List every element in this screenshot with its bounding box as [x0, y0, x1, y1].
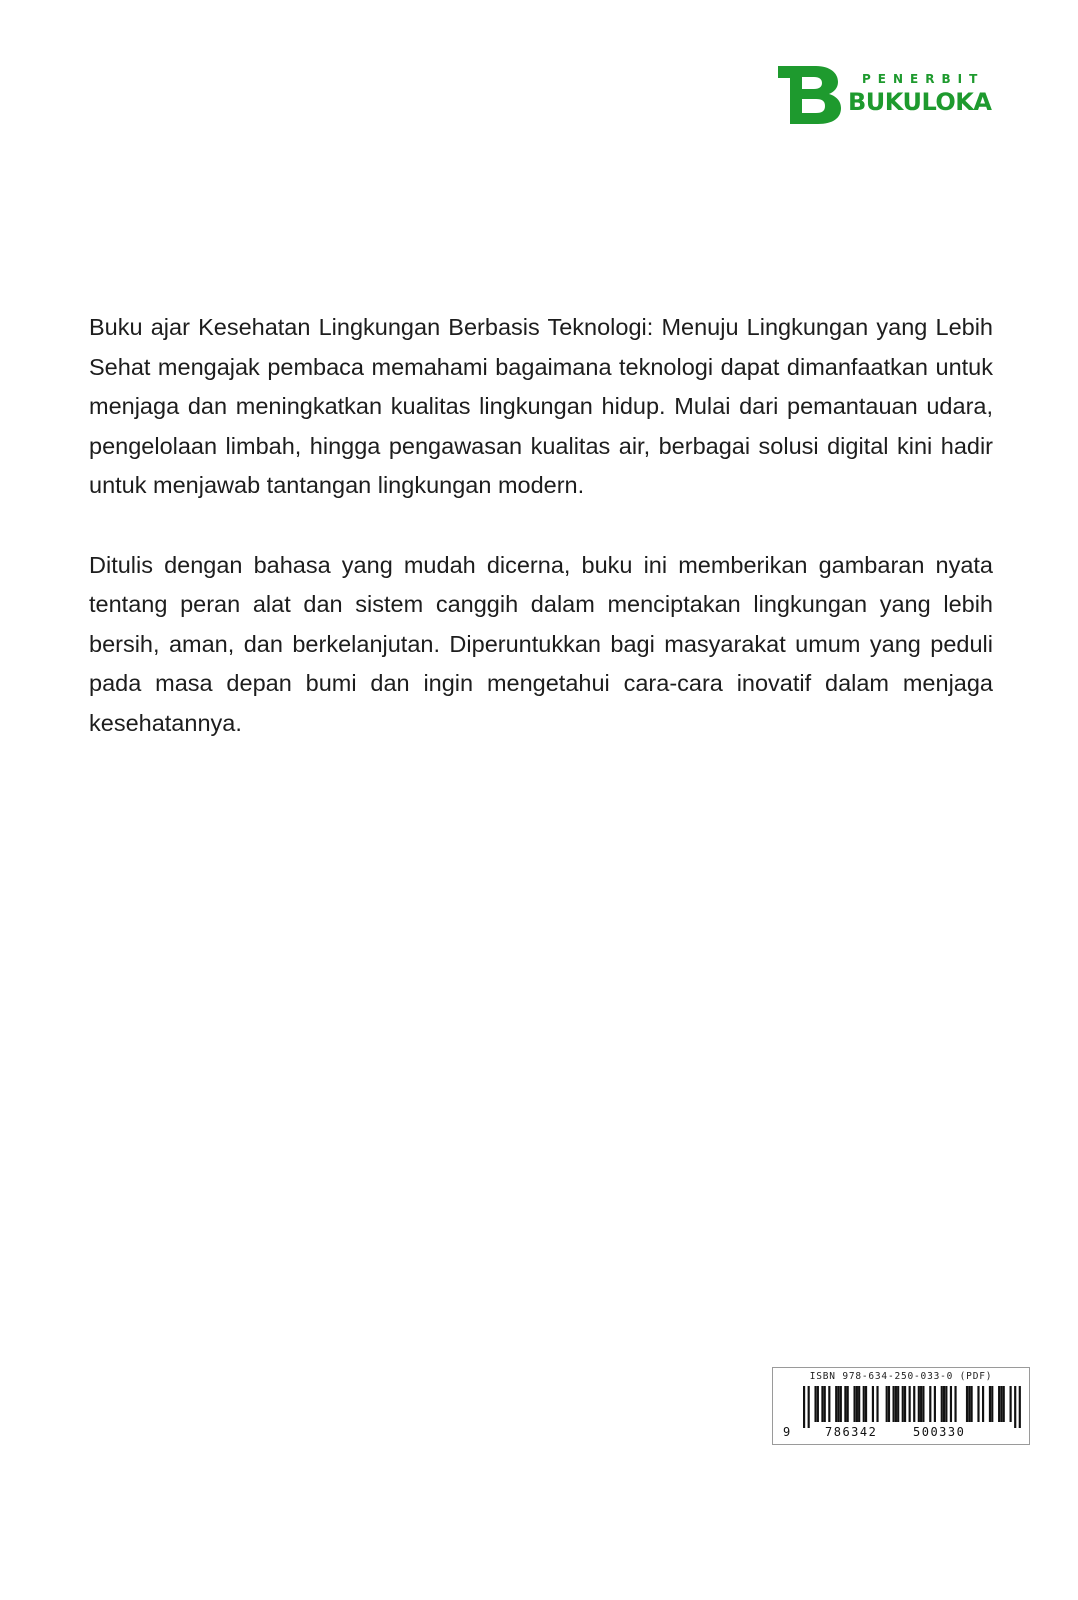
barcode-bar	[950, 1386, 952, 1422]
barcode-bar	[968, 1386, 970, 1422]
barcode-bar	[858, 1386, 860, 1422]
barcode-bar	[824, 1386, 826, 1422]
barcode-bar	[876, 1386, 878, 1422]
barcode-right-digits: 500330	[913, 1425, 966, 1439]
publisher-name: BUKULOKA	[848, 88, 992, 116]
barcode-bar	[971, 1386, 973, 1422]
barcode-bar	[913, 1386, 915, 1422]
barcode-bar	[977, 1386, 979, 1422]
barcode-bar	[821, 1386, 823, 1422]
isbn-barcode	[772, 1367, 1030, 1445]
barcode-bar	[853, 1386, 855, 1422]
barcode-bar	[828, 1386, 830, 1422]
barcode-bar	[1003, 1386, 1005, 1422]
barcode-bar	[941, 1386, 943, 1422]
barcode-bar	[856, 1386, 858, 1422]
barcode-bar	[1000, 1386, 1002, 1422]
barcode-bar	[840, 1386, 842, 1422]
barcode-bar	[863, 1386, 865, 1422]
barcode-bar	[943, 1386, 945, 1422]
barcode-bar	[895, 1386, 897, 1422]
barcode-bar	[918, 1386, 920, 1422]
barcode-bar	[837, 1386, 839, 1422]
barcode-bar	[929, 1386, 931, 1422]
barcode-bar	[886, 1386, 888, 1422]
logo-text	[848, 72, 998, 116]
barcode-bar	[865, 1386, 867, 1422]
barcode-bar	[945, 1386, 947, 1422]
isbn-label: ISBN 978-634-250-033-0 (PDF)	[809, 1371, 993, 1382]
barcode-bar	[814, 1386, 816, 1422]
barcode-bar	[1019, 1386, 1021, 1428]
barcode-bar	[808, 1386, 810, 1428]
barcode-bar	[1014, 1386, 1016, 1428]
barcode-bar	[847, 1386, 849, 1422]
barcode-bar	[922, 1386, 924, 1422]
barcode-bar	[897, 1386, 899, 1422]
publisher-logo	[778, 66, 998, 124]
barcode-bar	[954, 1386, 956, 1422]
barcode-bar	[909, 1386, 911, 1422]
barcode-bar	[991, 1386, 993, 1422]
logo-b-mark-icon	[778, 66, 842, 124]
blurb-paragraph-2: Ditulis dengan bahasa yang mudah dicerna, buku ini memberikan gambaran nyata tentang peran alat dan sistem canggih dalam menciptakan lingkungan yang lebih bersih, aman, dan berkelanjutan. Diperuntukkan bagi masyarakat umum yang peduli pada masa depan bumi dan ingin mengetahui cara-cara inovatif dalam menjaga kesehatannya.	[89, 551, 993, 736]
barcode-bar	[1010, 1386, 1012, 1422]
barcode-bar	[966, 1386, 968, 1422]
barcode-bar	[989, 1386, 991, 1422]
barcode-bars-icon	[803, 1386, 1021, 1428]
barcode-bar	[844, 1386, 846, 1422]
barcode-bar	[835, 1386, 837, 1422]
barcode-bar	[934, 1386, 936, 1422]
book-blurb	[89, 308, 993, 783]
barcode-bar	[888, 1386, 890, 1422]
barcode-bar	[872, 1386, 874, 1422]
barcode-bar	[998, 1386, 1000, 1422]
barcode-bar	[803, 1386, 805, 1428]
barcode-bar	[892, 1386, 894, 1422]
barcode-bar	[904, 1386, 906, 1422]
barcode-bar	[817, 1386, 819, 1422]
barcode-bar	[982, 1386, 984, 1422]
barcode-lead-digit: 9	[783, 1425, 791, 1439]
publisher-label: PENERBIT	[862, 72, 985, 86]
barcode-bar	[920, 1386, 922, 1422]
barcode-left-digits: 786342	[825, 1425, 878, 1439]
blurb-paragraph-1: Buku ajar Kesehatan Lingkungan Berbasis Teknologi: Menuju Lingkungan yang Lebih Sehat mengajak pembaca memahami bagaimana teknologi dapat dimanfaatkan untuk menjaga dan meningkatkan kualitas lingkungan hidup. Mulai dari pemantauan udara, pengelolaan limbah, hingga pengawasan kualitas air, berbagai solusi digital kini hadir untuk menjawab tantangan lingkungan modern.	[89, 314, 993, 498]
barcode-bar	[902, 1386, 904, 1422]
